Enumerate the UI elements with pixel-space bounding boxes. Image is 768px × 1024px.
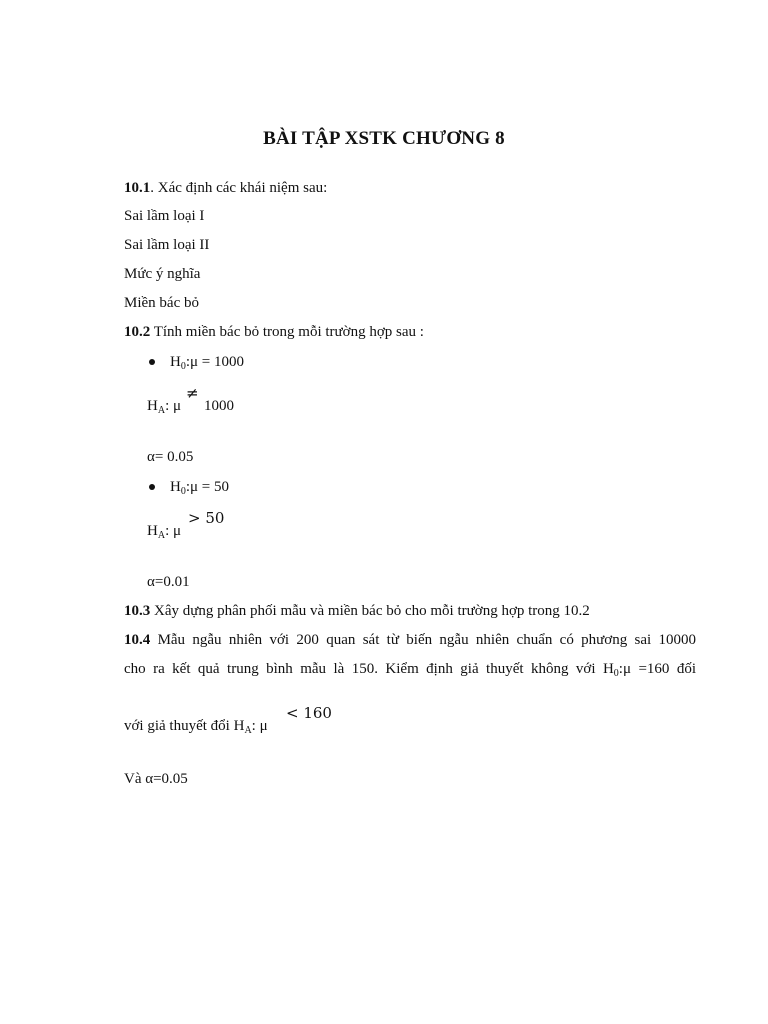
case1-ha-value: 1000	[204, 398, 234, 414]
question-10-4-math: < 160	[286, 704, 332, 722]
case2-ha-math: > 50	[188, 509, 225, 527]
case2-ha: $H_A$: μ	[147, 523, 182, 541]
case2-alpha: α=0.01	[147, 574, 190, 590]
page-title: BÀI TẬP XSTK CHƯƠNG 8	[263, 128, 505, 149]
question-10-4-line-3: với giả thuyết đổi $H_A$: μ	[124, 718, 268, 736]
concept-item: Sai lầm loại II	[124, 237, 210, 253]
case1-alpha: α= 0.05	[147, 449, 194, 465]
question-number: 10.2	[124, 324, 151, 340]
bullet-icon	[149, 359, 155, 365]
question-number: 10.1	[124, 180, 151, 196]
concept-item: Miền bác bỏ	[124, 295, 199, 311]
question-number: 10.4	[124, 632, 151, 648]
concept-item: Sai lầm loại I	[124, 208, 205, 224]
question-10-1	[124, 179, 327, 197]
question-text: Xây dựng phân phối mẫu và miền bác bỏ cho mỗi trường hợp trong 10.2	[150, 603, 590, 619]
question-text: . Xác định các khái niệm sau:	[150, 180, 328, 196]
case2-h0: $H_0:\mu = 50$	[170, 479, 230, 497]
question-number: 10.3	[124, 603, 151, 619]
question-text: Tính miền bác bỏ trong mỗi trường hợp sau :	[150, 324, 424, 340]
question-10-4-alpha: Và α=0.05	[124, 771, 188, 787]
case1-h0: $H_0:\mu = 1000$	[170, 354, 245, 372]
concept-item: Mức ý nghĩa	[124, 266, 201, 282]
question-10-4-line-1: 10.4 Mẫu ngẫu nhiên với 200 quan sát từ biến ngẫu nhiên chuẩn có phương sai 10000	[124, 632, 696, 648]
question-10-4-line-2: cho ra kết quả trung bình mẫu là 150. Kiểm định giả thuyết không với $H_0:\mu =160$ đối	[124, 661, 697, 679]
not-equal-symbol: ≠	[186, 384, 199, 402]
case1-ha: $H_A$: μ	[147, 398, 182, 416]
question-10-3	[124, 602, 590, 620]
question-10-2	[124, 323, 424, 341]
bullet-icon	[149, 484, 155, 490]
